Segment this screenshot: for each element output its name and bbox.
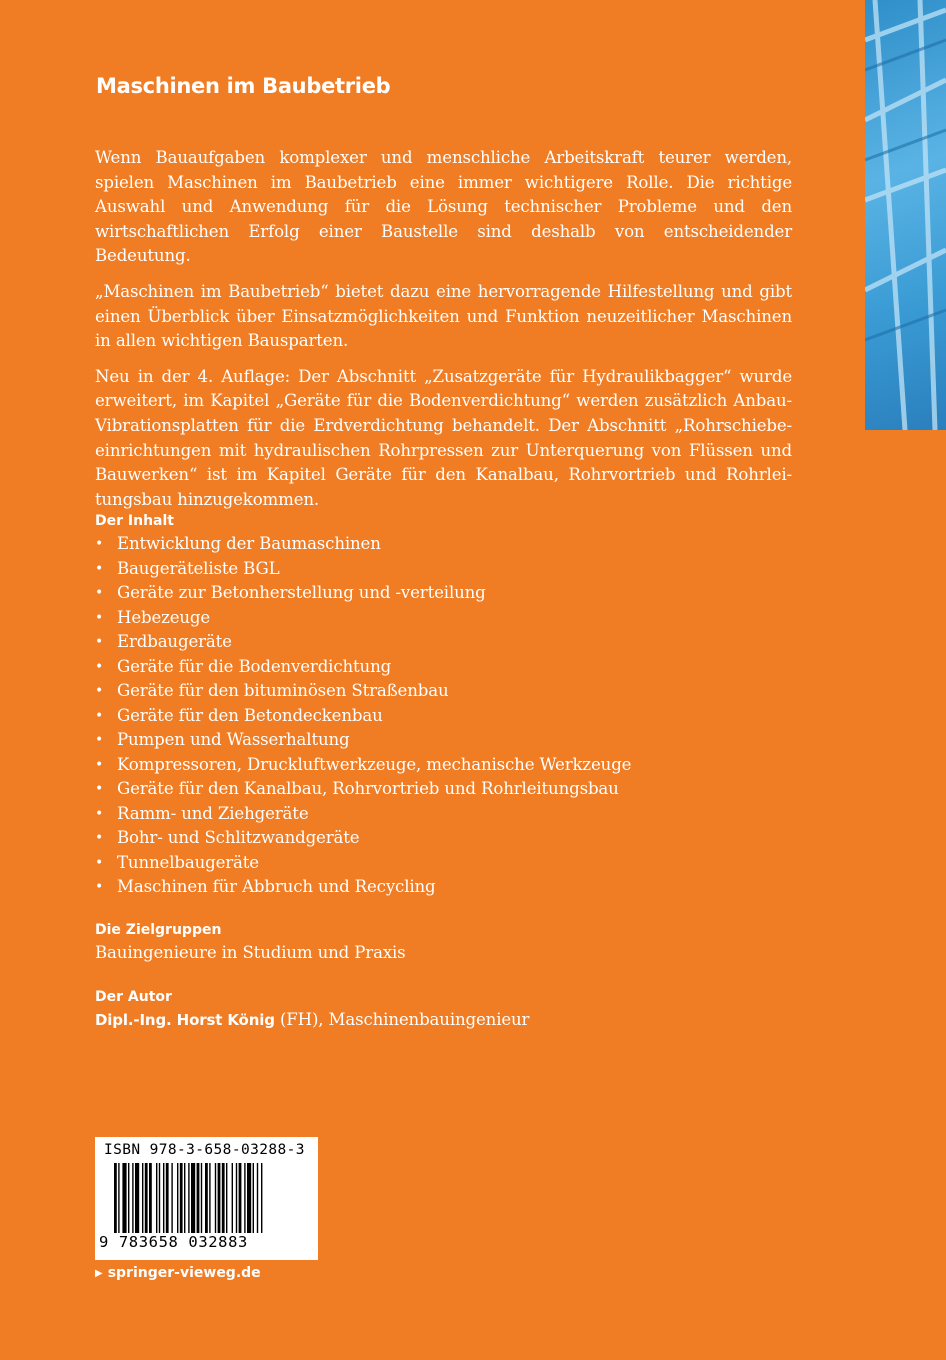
author-heading: Der Autor xyxy=(95,989,172,1005)
barcode-bar xyxy=(135,1163,139,1233)
contents-heading: Der Inhalt xyxy=(95,513,174,529)
author-section xyxy=(95,987,792,1033)
barcode-bar xyxy=(149,1163,152,1233)
construction-photo-graphic xyxy=(865,0,946,430)
paragraph: Neu in der 4. Auflage: Der Abschnitt „Zusatzgeräte für Hydraulikbagger“ wurde erweitert, im Kapitel „Geräte für die Bodenverdichtung“ werden zusätzlich Anbau-Vibrationsplatten für die Erdverdichtung behandelt. Der Abschnitt „Rohrschiebe-einrichtungen mit hydraulischen Rohrpressen zur Unterquerung von Flüssen und Bauwerken“ ist im Kapitel Geräte für den Kanalbau, Rohrvortrieb und Rohrlei-tungsbau hinzugekommen. xyxy=(95,366,792,509)
cover-photo-strip xyxy=(865,0,946,430)
description xyxy=(95,146,792,523)
barcode-bar xyxy=(209,1163,210,1233)
barcode-bar xyxy=(118,1163,119,1233)
barcode-bar xyxy=(205,1163,208,1233)
barcode-bar xyxy=(201,1163,202,1233)
barcode-bar xyxy=(159,1163,160,1233)
barcode-bar xyxy=(156,1163,157,1233)
list-item: • Ramm- und Ziehgeräte xyxy=(95,802,792,827)
barcode-bar xyxy=(244,1163,245,1233)
target-group-section xyxy=(95,920,792,966)
website-link[interactable] xyxy=(95,1265,261,1281)
paragraph: „Maschinen im Baubetrieb“ bietet dazu eine hervorragende Hilfestellung und gibt einen Überblick über Einsatzmöglichkeiten und Funktion neuzeitlicher Maschinen in allen wichtigen Bausparten. xyxy=(95,281,792,351)
barcode-bar xyxy=(257,1163,258,1233)
list-item: • Erdbaugeräte xyxy=(95,630,792,655)
list-item: • Pumpen und Wasserhaltung xyxy=(95,728,792,753)
barcode-bar xyxy=(253,1163,254,1233)
list-item: • Hebezeuge xyxy=(95,606,792,631)
barcode-bar xyxy=(180,1163,183,1233)
barcode-bar xyxy=(226,1163,227,1233)
barcode-bar xyxy=(197,1163,200,1233)
barcode-box xyxy=(95,1137,318,1260)
author-name: Dipl.-Ing. Horst König xyxy=(95,1011,275,1029)
author-suffix: (FH), Maschinenbauingenieur xyxy=(274,1010,530,1029)
list-item: • Geräte für den Kanalbau, Rohrvortrieb und Rohrleitungsbau xyxy=(95,777,792,802)
website-text: springer-vieweg.de xyxy=(107,1265,261,1281)
list-item: • Kompressoren, Druckluftwerkzeuge, mechanische Werkzeuge xyxy=(95,753,792,778)
barcode-bar xyxy=(166,1163,169,1233)
barcode-bar xyxy=(142,1163,143,1233)
barcode-bar xyxy=(171,1163,172,1233)
barcode-bar xyxy=(114,1163,117,1233)
barcode-bar xyxy=(191,1163,195,1233)
target-group-heading: Die Zielgruppen xyxy=(95,922,222,938)
list-item: • Maschinen für Abbruch und Recycling xyxy=(95,875,792,900)
barcode-bar xyxy=(215,1163,216,1233)
barcode-bar xyxy=(145,1163,148,1233)
barcode-bar xyxy=(232,1163,233,1233)
barcode-bar xyxy=(239,1163,242,1233)
contents-list xyxy=(95,532,792,900)
barcode-bar xyxy=(128,1163,129,1233)
list-item: • Baugeräteliste BGL xyxy=(95,557,792,582)
list-item: • Bohr- und Schlitzwandgeräte xyxy=(95,826,792,851)
barcode-bar xyxy=(122,1163,126,1233)
barcode-bar xyxy=(261,1163,262,1233)
paragraph: Wenn Bauaufgaben komplexer und menschliche Arbeitskraft teurer werden, spielen Maschinen im Baubetrieb eine immer wichtigere Rolle. Die richtige Auswahl und Anwendung für die Lösung technischer Probleme und den wirtschaftlichen Erfolg einer Baustelle sind deshalb von entscheidender Bedeutung. xyxy=(95,148,792,266)
barcode-bar xyxy=(236,1163,237,1233)
list-item: • Geräte zur Betonherstellung und -verteilung xyxy=(95,581,792,606)
contents-section xyxy=(95,511,792,900)
barcode-bar xyxy=(184,1163,185,1233)
author-line xyxy=(95,1007,792,1033)
page-title: Maschinen im Baubetrieb xyxy=(96,74,391,98)
ean-number: 9 783658 032883 xyxy=(99,1233,248,1251)
barcode-bar xyxy=(247,1163,251,1233)
list-item: • Entwicklung der Baumaschinen xyxy=(95,532,792,557)
barcode-bar xyxy=(163,1163,164,1233)
barcode-bar xyxy=(222,1163,225,1233)
barcode-bar xyxy=(188,1163,189,1233)
isbn-text: ISBN 978-3-658-03288-3 xyxy=(104,1142,305,1158)
target-group-text: Bauingenieure in Studium und Praxis xyxy=(95,943,406,962)
list-item: • Geräte für die Bodenverdichtung xyxy=(95,655,792,680)
barcode-bar xyxy=(218,1163,221,1233)
list-item: • Tunnelbaugeräte xyxy=(95,851,792,876)
list-item: • Geräte für den Betondeckenbau xyxy=(95,704,792,729)
arrow-right-icon: ▶ xyxy=(95,1267,103,1279)
list-item: • Geräte für den bituminösen Straßenbau xyxy=(95,679,792,704)
barcode-bar xyxy=(132,1163,133,1233)
barcode-graphic xyxy=(114,1163,306,1233)
barcode-bar xyxy=(177,1163,178,1233)
